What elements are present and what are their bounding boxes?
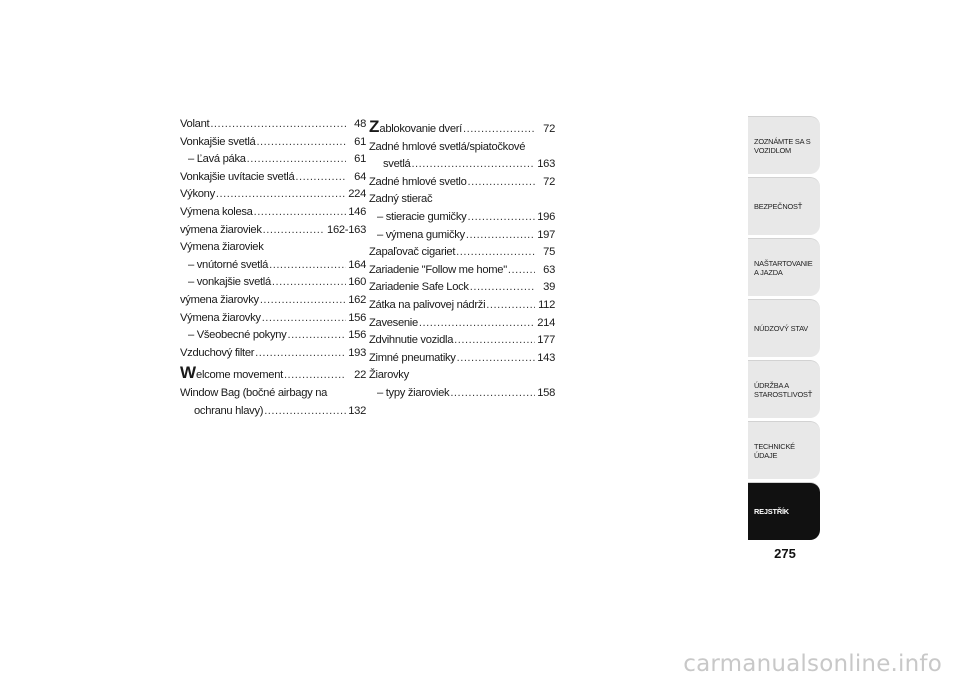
index-entry-label: Zariadenie "Follow me home" xyxy=(369,263,507,276)
index-column-left xyxy=(180,116,366,420)
dot-leader xyxy=(210,116,346,134)
dot-leader xyxy=(456,244,535,262)
index-entry-label: Výmena žiarovky xyxy=(180,311,261,324)
dot-leader xyxy=(468,174,535,192)
section-tab-label: NÚDZOVÝ STAV xyxy=(754,324,808,333)
index-entry xyxy=(180,151,366,169)
dot-leader xyxy=(256,134,346,152)
index-entry-label: Zablokovanie dverí xyxy=(369,117,462,136)
dot-leader xyxy=(284,367,346,385)
index-entry-page: 143 xyxy=(537,351,555,364)
index-entry xyxy=(180,345,366,363)
index-entry-label: – Všeobecné pokyny xyxy=(188,329,287,342)
index-entry-label: Zátka na palivovej nádrži xyxy=(369,298,486,311)
index-entry-label: Zavesenie xyxy=(369,316,418,329)
index-entry-label: – vnútorné svetlá xyxy=(188,258,269,271)
index-entry xyxy=(369,209,555,227)
section-initial-letter: Z xyxy=(369,117,380,136)
dot-leader xyxy=(486,297,535,315)
index-entry xyxy=(369,385,555,403)
index-entry xyxy=(180,186,366,204)
dot-leader xyxy=(470,279,535,297)
index-entry-label: – typy žiaroviek xyxy=(377,386,450,399)
index-entry xyxy=(369,262,555,280)
index-entry-label: výmena žiarovky xyxy=(180,293,259,306)
watermark: carmanualsonline.info xyxy=(683,651,942,677)
index-entry xyxy=(369,297,555,315)
index-entry-page: 146 xyxy=(348,205,366,218)
index-entry-page: 132 xyxy=(348,404,366,417)
index-entry-page: 72 xyxy=(543,175,555,188)
index-entry xyxy=(180,327,366,345)
index-entry xyxy=(180,169,366,187)
index-entry-label: Zariadenie Safe Lock xyxy=(369,281,469,294)
index-entry-label: Výmena kolesa xyxy=(180,205,253,218)
dot-leader xyxy=(247,151,346,169)
index-entry-label: Zadné hmlové svetlo xyxy=(369,175,467,188)
index-entry-label: Vonkajšie uvítacie svetlá xyxy=(180,170,295,183)
index-entry-label: Zdvihnutie vozidla xyxy=(369,334,454,347)
index-entry-label: Zimné pneumatiky xyxy=(369,351,456,364)
dot-leader xyxy=(254,204,346,222)
index-entry-page: 61 xyxy=(354,153,366,166)
index-entry-page: 156 xyxy=(348,329,366,342)
index-entry xyxy=(180,134,366,152)
index-entry-page: 196 xyxy=(537,210,555,223)
dot-leader xyxy=(255,345,346,363)
section-tab[interactable] xyxy=(748,177,820,235)
index-entry-page: 177 xyxy=(537,334,555,347)
index-entry xyxy=(369,279,555,297)
index-entry xyxy=(180,364,366,385)
index-entry-label-continued: ochranu hlavy) xyxy=(194,404,264,417)
index-entry-label: Výmena žiaroviek xyxy=(180,241,264,254)
index-entry xyxy=(180,222,366,240)
index-entry-page: 75 xyxy=(543,246,555,259)
index-entry xyxy=(369,191,555,209)
dot-leader xyxy=(457,350,535,368)
index-entry-page: 164 xyxy=(348,258,366,271)
index-entry-page: 224 xyxy=(348,188,366,201)
index-column-right xyxy=(369,116,555,403)
index-entry-label: Žiarovky xyxy=(369,369,409,382)
index-entry-page: 158 xyxy=(537,386,555,399)
section-tab[interactable] xyxy=(748,238,820,296)
section-tab-label: ZOZNÁMTE SA S VOZIDLOM xyxy=(754,136,811,155)
index-entry-page: 22 xyxy=(354,369,366,382)
index-entry-label: Welcome movement xyxy=(180,363,283,383)
dot-leader xyxy=(295,169,346,187)
index-entry-page: 61 xyxy=(354,135,366,148)
section-tab[interactable] xyxy=(748,421,820,479)
index-entry-page: 163 xyxy=(537,158,555,171)
index-entry xyxy=(369,315,555,333)
index-entry xyxy=(180,116,366,134)
index-entry-page: 160 xyxy=(348,276,366,289)
dot-leader xyxy=(269,257,346,275)
index-entry xyxy=(369,118,555,139)
index-entry xyxy=(180,385,366,420)
index-entry xyxy=(369,350,555,368)
index-entry xyxy=(369,244,555,262)
dot-leader xyxy=(419,315,535,333)
index-entry-label: Window Bag (bočné airbagy na xyxy=(180,386,328,399)
dot-leader xyxy=(508,262,535,280)
index-entry xyxy=(180,310,366,328)
page-number: 275 xyxy=(774,546,796,561)
index-entry-page: 193 xyxy=(348,346,366,359)
dot-leader xyxy=(216,186,346,204)
section-tab[interactable] xyxy=(748,299,820,357)
index-entry-label: – stieracie gumičky xyxy=(377,210,467,223)
dot-leader xyxy=(287,327,346,345)
dot-leader xyxy=(450,385,535,403)
section-tab-label: REJSTŘÍK xyxy=(754,507,789,516)
index-entry-page: 48 xyxy=(354,118,366,130)
index-entry xyxy=(369,139,555,174)
index-entry-label: Vonkajšie svetlá xyxy=(180,135,256,148)
dot-leader xyxy=(463,121,535,139)
index-entry-label-continued: svetlá xyxy=(383,158,411,171)
index-entry-label: Zadné hmlové svetlá/spiatočkové xyxy=(369,140,526,153)
dot-leader xyxy=(264,403,346,421)
index-entry-page: 162-163 xyxy=(327,223,366,236)
index-entry xyxy=(369,332,555,350)
dot-leader xyxy=(262,310,346,328)
index-entry-page: 72 xyxy=(543,123,555,135)
index-entry xyxy=(180,204,366,222)
section-tab[interactable] xyxy=(748,360,820,418)
dot-leader xyxy=(260,292,346,310)
index-entry-label: Zapaľovač cigariet xyxy=(369,246,456,259)
dot-leader xyxy=(467,209,535,227)
index-entry xyxy=(369,174,555,192)
index-entry xyxy=(369,367,555,385)
section-tab-label: BEZPEČNOSŤ xyxy=(754,202,803,211)
section-tab-label: TECHNICKÉ ÚDAJE xyxy=(754,441,795,460)
index-entry xyxy=(180,292,366,310)
section-tab[interactable] xyxy=(748,482,820,540)
index-entry xyxy=(180,239,366,257)
index-entry-label: – vonkajšie svetlá xyxy=(188,276,271,289)
index-entry-page: 63 xyxy=(543,263,555,276)
index-entry-page: 197 xyxy=(537,228,555,241)
index-entry-label: Volant xyxy=(180,118,210,130)
section-tab-label: ÚDRŽBA A STAROSTLIVOSŤ xyxy=(754,380,813,399)
index-entry-label: výmena žiaroviek xyxy=(180,223,262,236)
index-entry-page: 39 xyxy=(543,281,555,294)
section-tab-label: NAŠTARTOVANIE A JAZDA xyxy=(754,258,813,277)
index-entry-page: 112 xyxy=(538,298,555,311)
dot-leader xyxy=(466,227,535,245)
index-entry xyxy=(180,274,366,292)
index-entry-label: Výkony xyxy=(180,188,215,201)
index-entry-page: 214 xyxy=(537,316,555,329)
index-entry-page: 156 xyxy=(348,311,366,324)
index-entry-label: – výmena gumičky xyxy=(377,228,465,241)
index-entry-page: 64 xyxy=(354,170,366,183)
index-entry-label: Zadný stierač xyxy=(369,193,433,206)
dot-leader xyxy=(272,274,346,292)
dot-leader xyxy=(454,332,535,350)
index-entry-label: Vzduchový filter xyxy=(180,346,255,359)
index-entry-label: – Ľavá páka xyxy=(188,153,246,166)
dot-leader xyxy=(411,156,535,174)
index-entry xyxy=(369,227,555,245)
section-tab[interactable] xyxy=(748,116,820,174)
index-entry-page: 162 xyxy=(348,293,366,306)
section-initial-letter: W xyxy=(180,363,197,383)
dot-leader xyxy=(263,222,325,240)
index-entry xyxy=(180,257,366,275)
